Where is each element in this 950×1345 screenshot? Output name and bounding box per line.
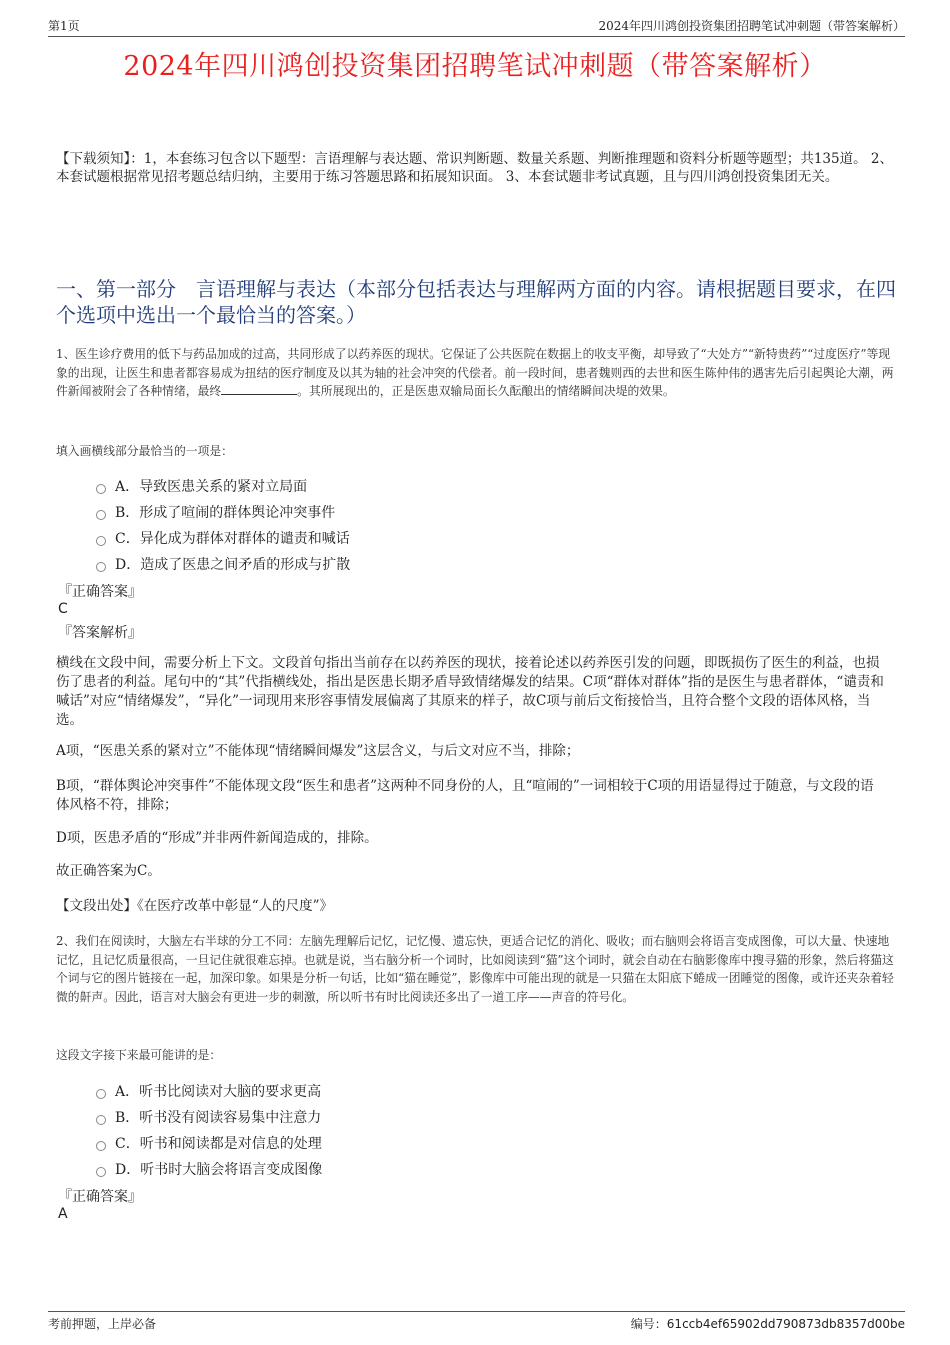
question-1-text — [56, 345, 896, 401]
analysis-paragraph: 故正确答案为C。 — [56, 863, 161, 879]
radio-icon[interactable] — [96, 484, 106, 494]
option-d[interactable] — [96, 1156, 322, 1182]
code-value: 61ccb4ef65902dd790873db8357d00be — [666, 1317, 905, 1331]
radio-icon[interactable] — [96, 1141, 106, 1151]
option-c-label: C．异化成为群体对群体的谴责和喊话 — [115, 531, 350, 547]
radio-icon[interactable] — [96, 536, 106, 546]
radio-icon[interactable] — [96, 1115, 106, 1125]
correct-answer-label: 『正确答案』 — [58, 1189, 142, 1205]
option-a[interactable] — [96, 1078, 322, 1104]
correct-answer-value: C — [58, 601, 68, 617]
question-2-prompt: 这段文字接下来最可能讲的是： — [56, 1048, 222, 1062]
question-1-text-before: 1、医生诊疗费用的低下与药品加成的过高，共同形成了以药养医的现状。它保证了公共医院在数据上的收支平衡，却导致了“大处方”“新特贵药”“过度医疗”等现象的出现，让医生和患者都容易成为扭结的医疗制度及以其为轴的社会冲突的代偿者。前一段时间，患者魏则西的去世和医生陈仲伟的遇害先后引起舆论大潮，两件新闻被附会了各种情绪，最终 — [56, 347, 894, 398]
section-heading: 一、第一部分 言语理解与表达（本部分包括表达与理解两方面的内容。请根据题目要求，在四个选项中选出一个最恰当的答案。） — [56, 277, 896, 327]
question-1-options — [96, 473, 350, 577]
code-label: 编号： — [630, 1317, 667, 1331]
option-c[interactable] — [96, 525, 350, 551]
correct-answer-label: 『正确答案』 — [58, 584, 142, 600]
option-c[interactable] — [96, 1130, 322, 1156]
option-b[interactable] — [96, 1104, 322, 1130]
question-1-prompt: 填入画横线部分最恰当的一项是： — [56, 444, 233, 458]
radio-icon[interactable] — [96, 562, 106, 572]
option-a-label: A．听书比阅读对大脑的要求更高 — [115, 1084, 322, 1100]
document-code — [631, 1315, 905, 1332]
analysis-label: 『答案解析』 — [58, 625, 142, 641]
option-b-label: B．形成了喧闹的群体舆论冲突事件 — [115, 505, 336, 521]
option-b[interactable] — [96, 499, 350, 525]
download-notice: 【下载须知】：1，本套练习包含以下题型：言语理解与表达题、常识判断题、数量关系题、判断推理题和资料分析题等题型；共135道。 2、本套试题根据常见招考题总结归纳，主要用于练习答题思路和拓展知识面。 3、本套试题非考试真题，且与四川鸿创投资集团无关。 — [56, 151, 893, 185]
radio-icon[interactable] — [96, 1167, 106, 1177]
header-doc-title: 2024年四川鸿创投资集团招聘笔试冲刺题（带答案解析） — [598, 19, 905, 33]
question-1-text-after: 。其所展现出的，正是医患双输局面长久酝酿出的情绪瞬间决堤的效果。 — [297, 384, 675, 398]
option-a-label: A．导致医患关系的紧对立局面 — [115, 479, 308, 495]
option-d[interactable] — [96, 551, 350, 577]
footer-slogan: 考前押题，上岸必备 — [48, 1317, 157, 1331]
radio-icon[interactable] — [96, 1089, 106, 1099]
option-c-label: C．听书和阅读都是对信息的处理 — [115, 1136, 322, 1152]
document-title: 2024年四川鸿创投资集团招聘笔试冲刺题（带答案解析） — [123, 51, 827, 82]
page-footer — [48, 1311, 905, 1332]
correct-answer-value: A — [58, 1206, 68, 1222]
option-a[interactable] — [96, 473, 350, 499]
question-2-text: 2、我们在阅读时，大脑左右半球的分工不同：左脑先理解后记忆，记忆慢、遗忘快，更适合记忆的消化、吸收；而右脑则会将语言变成图像，可以大量、快速地记忆，且记忆质量很高，一旦记住就很难忘掉。也就是说，当右脑分析一个词时，比如阅读到“猫”这个词时，就会自动在右脑影像库中搜寻猫的形象，然后将猫这个词与它的图片链接在一起，加深印象。如果是分析一句话，比如“猫在睡觉”，影像库中可能出现的就是一只猫在太阳底下蜷成一团睡觉的图像，或许还夹杂着轻微的鼾声。因此，语言对大脑会有更进一步的刺激，所以听书有时比阅读还多出了一道工序——声音的符号化。 — [56, 934, 894, 1004]
option-b-label: B．听书没有阅读容易集中注意力 — [115, 1110, 322, 1126]
analysis-paragraph: B项，“群体舆论冲突事件”不能体现文段“医生和患者”这两种不同身份的人，且“喧闹的”一词相较于C项的用语显得过于随意，与文段的语体风格不符，排除； — [56, 778, 874, 813]
page-header — [48, 12, 905, 37]
question-2-options — [96, 1078, 322, 1182]
option-d-label: D．造成了医患之间矛盾的形成与扩散 — [115, 557, 351, 573]
analysis-paragraph: 横线在文段中间，需要分析上下文。文段首句指出当前存在以药养医的现状，接着论述以药养医引发的问题，即既损伤了医生的利益，也损伤了患者的利益。尾句中的“其”代指横线处，指出是医患长期矛盾导致情绪爆发的结果。C项“群体对群体”指的是医生与患者群体，“谴责和喊话”对应“情绪爆发”，“异化”一词现用来形容事情发展偏离了其原来的样子，故C项与前后文衔接恰当，且符合整个文段的语体风格，当选。 — [56, 655, 884, 728]
source-citation: 【文段出处】《在医疗改革中彰显“人的尺度”》 — [56, 898, 334, 914]
analysis-paragraph: A项，“医患关系的紧对立”不能体现“情绪瞬间爆发”这层含义，与后文对应不当，排除； — [56, 743, 580, 759]
page-number: 第1页 — [48, 19, 80, 33]
radio-icon[interactable] — [96, 510, 106, 520]
analysis-paragraph: D项，医患矛盾的“形成”并非两件新闻造成的，排除。 — [56, 830, 378, 846]
option-d-label: D．听书时大脑会将语言变成图像 — [115, 1162, 323, 1178]
fill-blank — [221, 383, 297, 395]
